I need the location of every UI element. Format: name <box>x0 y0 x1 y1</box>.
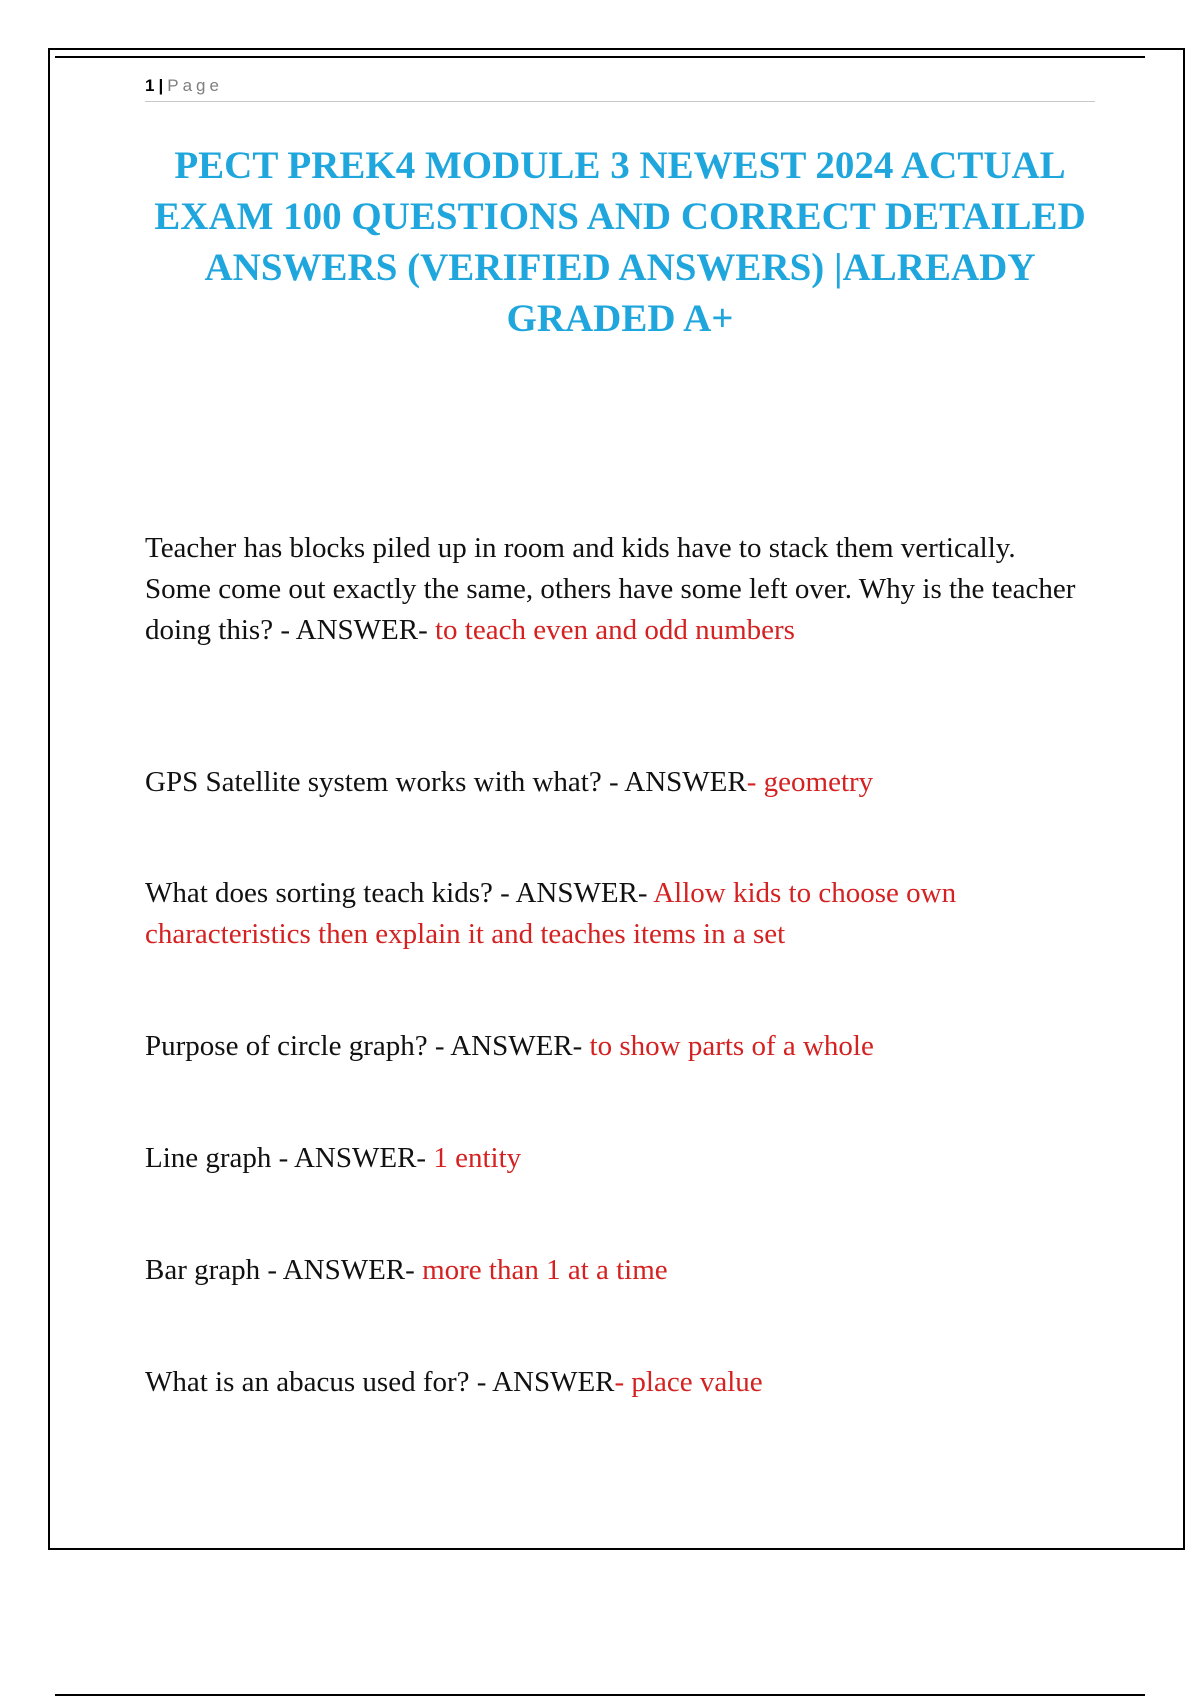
question-3: What does sorting teach kids? - ANSWER- <box>145 877 654 909</box>
qa-item-1 <box>145 528 1085 651</box>
qa-item-6 <box>145 1250 1085 1291</box>
qa-item-2 <box>145 762 1085 803</box>
question-6: Bar graph - ANSWER- <box>145 1254 423 1286</box>
question-7: What is an abacus used for? - ANSWER <box>145 1366 615 1398</box>
qa-item-4 <box>145 1026 1085 1067</box>
page-header <box>145 75 1095 102</box>
question-5: Line graph - ANSWER- <box>145 1142 434 1174</box>
answer-6: more than 1 at a time <box>422 1254 668 1286</box>
answer-3: Allow kids to choose own characteristics then explain it and teaches items in a set <box>145 877 957 950</box>
question-2: GPS Satellite system works with what? - ANSWER <box>145 766 747 798</box>
answer-1: to teach even and odd numbers <box>435 614 795 646</box>
page-separator: | <box>158 76 164 95</box>
answer-4: to show parts of a whole <box>589 1030 874 1062</box>
qa-item-5 <box>145 1138 1085 1179</box>
top-rule <box>55 56 1145 58</box>
bottom-rule <box>55 1694 1145 1696</box>
answer-5: 1 entity <box>433 1142 522 1174</box>
page-number: 1 <box>145 76 155 95</box>
answer-2: - geometry <box>746 766 874 798</box>
page-word: Page <box>167 76 223 95</box>
qa-item-7 <box>145 1362 1085 1403</box>
question-1: Teacher has blocks piled up in room and kids have to stack them vertically. Some come out exactly the same, others have some left over. Why is the teacher doing this? - ANSWER- <box>145 532 1076 646</box>
answer-7: - place value <box>614 1366 763 1398</box>
document-title: PECT PREK4 MODULE 3 NEWEST 2024 ACTUAL EXAM 100 QUESTIONS AND CORRECT DETAILED ANSWERS (VERIFIED ANSWERS) |ALREADY GRADED A+ <box>154 144 1086 340</box>
question-4: Purpose of circle graph? - ANSWER- <box>145 1030 590 1062</box>
qa-item-3 <box>145 873 1085 955</box>
